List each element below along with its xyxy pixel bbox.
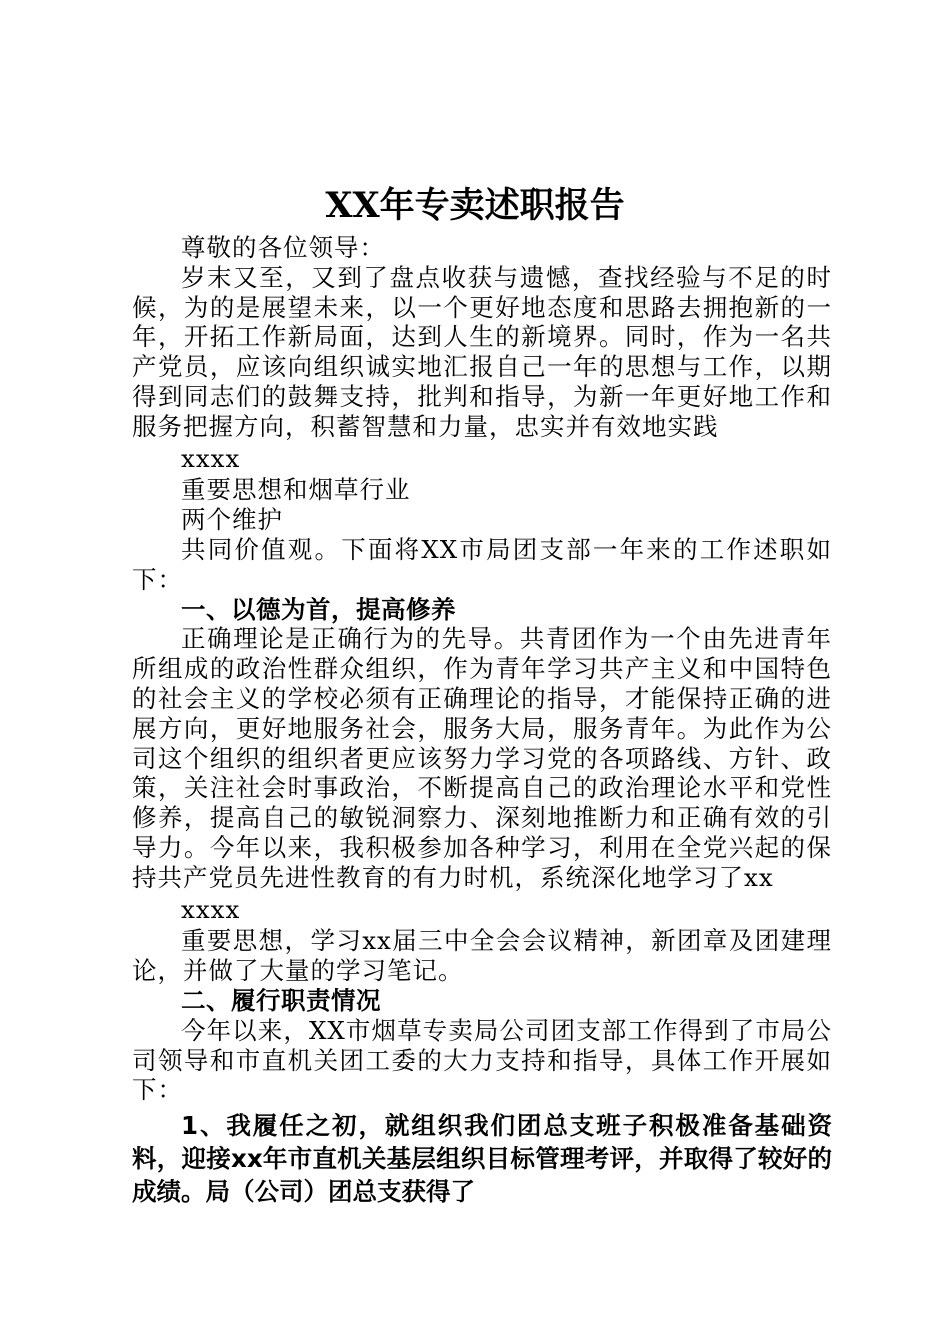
salutation: 尊敬的各位领导： bbox=[181, 233, 385, 262]
document-title: XX年专卖述职报告 bbox=[325, 185, 625, 226]
section-1-paragraph-continued: 重要思想，学习xx届三中全会会议精神，新团章及团建理论，并做了大量的学习笔记。 bbox=[132, 926, 832, 986]
placeholder-xxxx: xxxx bbox=[181, 443, 241, 473]
document-body bbox=[132, 233, 832, 1208]
section-2-paragraph: 今年以来，XX市烟草专卖局公司团支部工作得到了市局公司领导和市直机关团工委的大力支持和指导，具体工作开展如下： bbox=[132, 1015, 832, 1105]
intro-paragraph: 岁末又至，又到了盘点收获与遗憾，查找经验与不足的时候，为的是展望未来，以一个更好地态度和思路去拥抱新的一年，开拓工作新局面，达到人生的新境界。同时，作为一名共产党员，应该向组织诚实地汇报自己一年的思想与工作，以期得到同志们的鼓舞支持，批判和指导，为新一年更好地工作和服务把握方向，积蓄智慧和力量，忠实并有效地实践 bbox=[132, 262, 832, 441]
text-line: 重要思想和烟草行业 bbox=[181, 475, 411, 505]
text-line: 共同价值观。下面将XX市局团支部一年来的工作述职如下： bbox=[132, 534, 832, 594]
section-1-paragraph: 正确理论是正确行为的先导。共青团作为一个由先进青年所组成的政治性群众组织，作为青年学习共产主义和中国特色的社会主义的学校必须有正确理论的指导，才能保持正确的进展方向，更好地服务社会，服务大局，服务青年。为此作为公司这个组织的组织者更应该努力学习党的各项路线、方针、政策，关注社会时事政治，不断提高自己的政治理论水平和党性修养，提高自己的敏锐洞察力、深刻地推断力和正确有效的引导力。今年以来，我积极参加各种学习，利用在全党兴起的保持共产党员先进性教育的有力时机，系统深化地学习了xx bbox=[132, 624, 832, 892]
section-heading-1: 一、以德为首，提高修养 bbox=[181, 594, 456, 624]
list-item-1: 1、我履任之初，就组织我们团总支班子积极准备基础资料，迎接xx年市直机关基层组织目标管理考评，并取得了较好的成绩。局（公司）团总支获得了 bbox=[132, 1111, 832, 1207]
section-heading-2: 二、履行职责情况 bbox=[181, 985, 381, 1015]
placeholder-xxxx: xxxx bbox=[181, 894, 241, 924]
text-line: 两个维护 bbox=[181, 505, 283, 535]
